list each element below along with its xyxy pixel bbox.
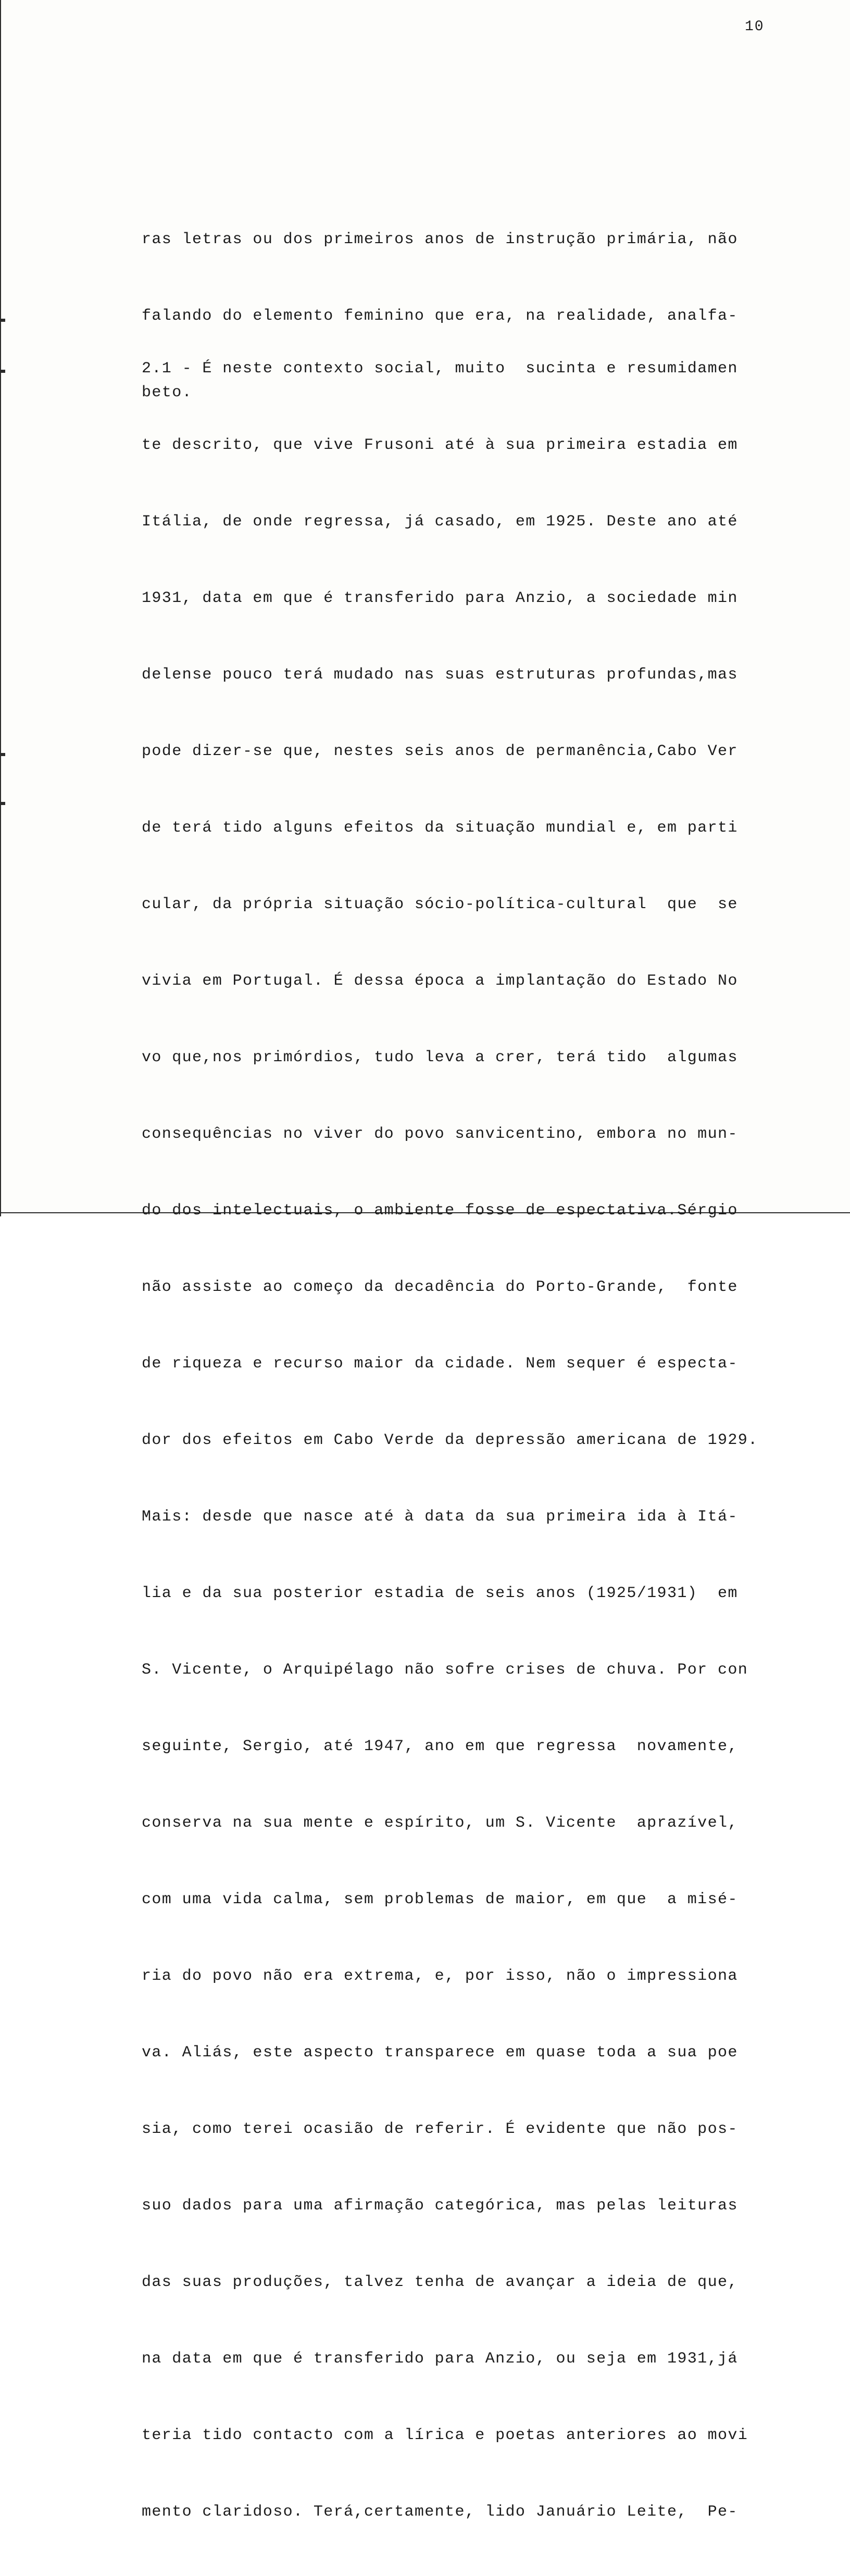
- text-line: consequências no viver do povo sanvicentino, embora no mun-: [142, 1125, 738, 1143]
- text-line: delense pouco terá mudado nas suas estruturas profundas,mas: [142, 666, 738, 684]
- margin-mark: [1, 802, 5, 805]
- paragraph-section-2-1: [142, 305, 758, 2576]
- margin-mark: [1, 753, 5, 756]
- text-line: mento claridoso. Terá,certamente, lido Januário Leite, Pe-: [142, 2503, 738, 2521]
- text-line: dor dos efeitos em Cabo Verde da depressão americana de 1929.: [142, 1431, 758, 1449]
- text-line: vo que,nos primórdios, tudo leva a crer, terá tido algumas: [142, 1049, 738, 1066]
- text-line: falando do elemento feminino que era, na realidade, analfa-: [142, 307, 738, 325]
- text-line: seguinte, Sergio, até 1947, ano em que regressa novamente,: [142, 1738, 738, 1755]
- text-line: cular, da própria situação sócio-política-cultural que se: [142, 896, 738, 913]
- text-line: S. Vicente, o Arquipélago não sofre crises de chuva. Por con: [142, 1661, 748, 1679]
- margin-mark: [1, 370, 5, 373]
- text-line: teria tido contacto com a lírica e poetas anteriores ao movi: [142, 2427, 748, 2444]
- text-line: te descrito, que vive Frusoni até à sua primeira estadia em: [142, 436, 738, 454]
- left-margin-rule: [0, 0, 1, 1216]
- text-line: de terá tido alguns efeitos da situação mundial e, em parti: [142, 819, 738, 837]
- text-line: conserva na sua mente e espírito, um S. Vicente aprazível,: [142, 1814, 738, 1832]
- text-line: do dos intelectuais, o ambiente fosse de espectativa.Sérgio: [142, 1202, 738, 1220]
- text-line: Mais: desde que nasce até à data da sua primeira ida à Itá-: [142, 1508, 738, 1526]
- text-line: beto.: [142, 384, 193, 401]
- text-line: pode dizer-se que, nestes seis anos de permanência,Cabo Ver: [142, 743, 738, 760]
- page-number: 10: [745, 19, 765, 35]
- text-line: 1931, data em que é transferido para Anzio, a sociedade min: [142, 589, 738, 607]
- text-line: na data em que é transferido para Anzio, ou seja em 1931,já: [142, 2350, 738, 2368]
- text-line: vivia em Portugal. É dessa época a implantação do Estado No: [142, 972, 738, 990]
- text-line: lia e da sua posterior estadia de seis anos (1925/1931) em: [142, 1585, 738, 1602]
- text-line: ras letras ou dos primeiros anos de instrução primária, não: [142, 231, 738, 248]
- text-line: sia, como terei ocasião de referir. É evidente que não pos-: [142, 2120, 738, 2138]
- text-line: com uma vida calma, sem problemas de maior, em que a misé-: [142, 1891, 738, 1908]
- margin-mark: [1, 319, 5, 322]
- text-line: das suas produções, talvez tenha de avançar a ideia de que,: [142, 2273, 738, 2291]
- text-line: 2.1 - É neste contexto social, muito sucinta e resumidamen: [142, 360, 738, 378]
- text-line: suo dados para uma afirmação categórica, mas pelas leituras: [142, 2197, 738, 2215]
- text-line: ria do povo não era extrema, e, por isso, não o impressiona: [142, 1967, 738, 1985]
- text-line: de riqueza e recurso maior da cidade. Nem sequer é especta-: [142, 1355, 738, 1373]
- text-line: va. Aliás, este aspecto transparece em quase toda a sua poe: [142, 2044, 738, 2062]
- text-line: não assiste ao começo da decadência do Porto-Grande, fonte: [142, 1278, 738, 1296]
- text-line: Itália, de onde regressa, já casado, em 1925. Deste ano até: [142, 513, 738, 531]
